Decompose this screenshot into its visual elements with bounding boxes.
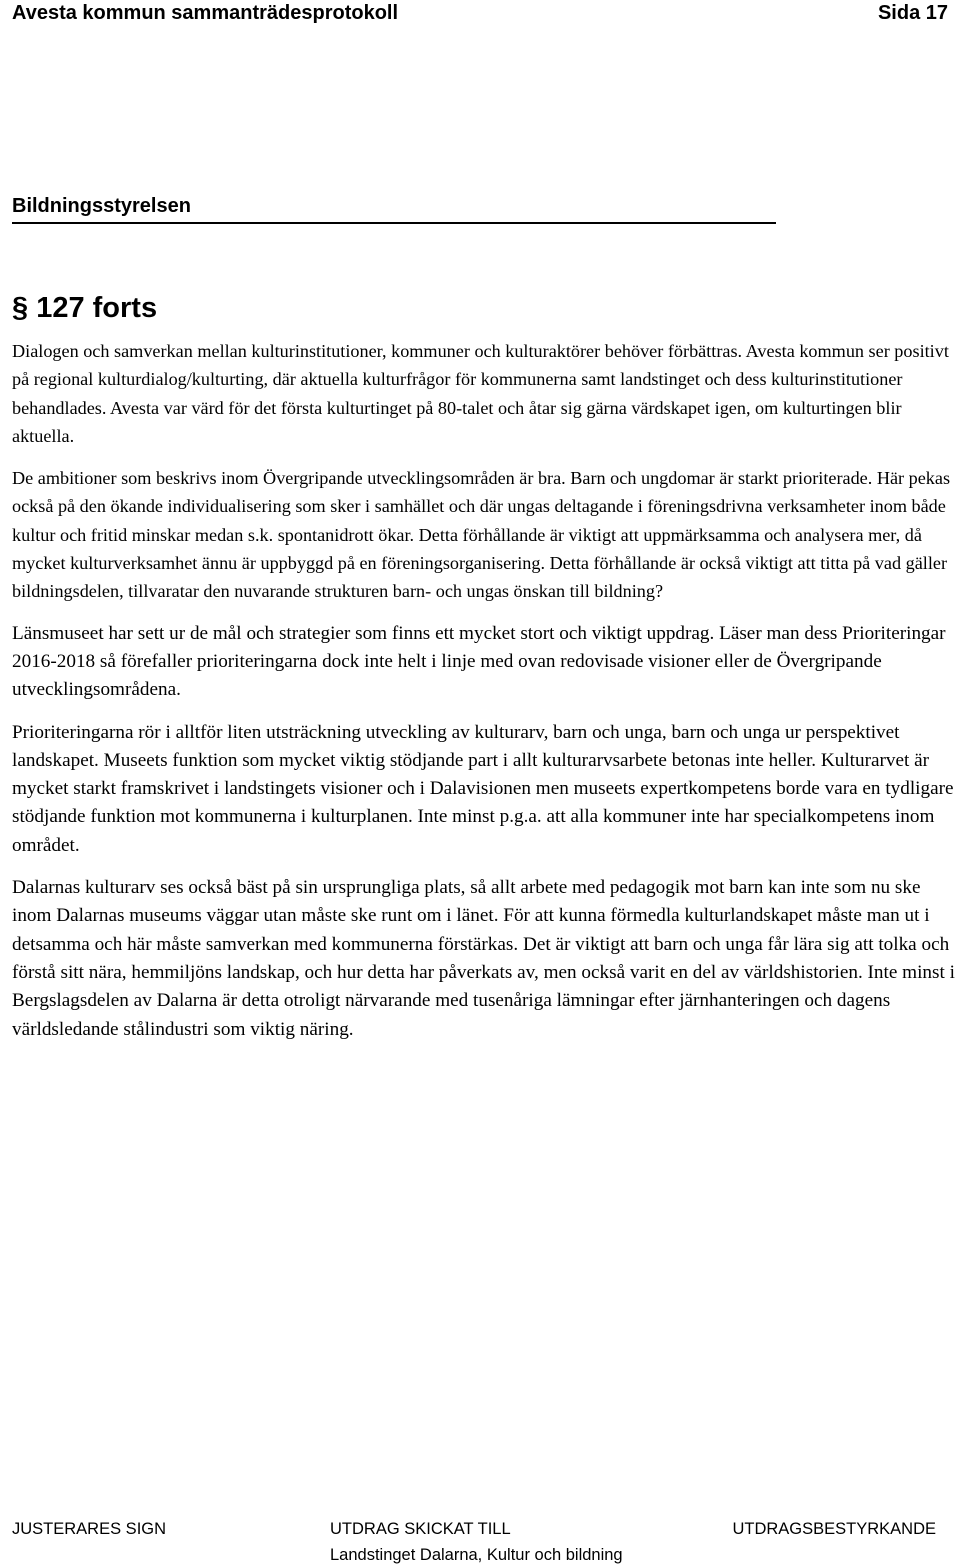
protocol-body xyxy=(12,337,957,1058)
footer-utdragsbestyrkande: UTDRAGSBESTYRKANDE xyxy=(732,1520,936,1538)
page-header xyxy=(12,0,948,26)
paragraph-kulturarv: Dalarnas kulturarv ses också bäst på sin ursprungliga plats, så allt arbete med pedagogik mot barn kan inte som nu ske inom Dalarnas museums väggar utan måste ske runt om i länet. För att kunna förmedla kulturlandskapet måste man ut i detsamma och här måste samverkan med kommunerna förstärkas. Det är viktigt att barn och unga får lära sig att tolka och förstå sitt nära, hemmiljöns landskap, och hur detta har påverkats av, men också varit en del av världshistorien. Inte minst i Bergslagsdelen av Dalarna är detta otroligt närvarande med tusenåriga lämningar efter järnhanteringen och dagens världsledande stålindustri som viktig näring. xyxy=(12,877,955,1040)
section-title: 127 forts xyxy=(36,292,158,324)
paragraph-ambitions: De ambitioner som beskrivs inom Övergripande utvecklingsområden är bra. Barn och ungdomar är starkt prioriterade. Här pekas också på den ökande individualisering som sker i samhället och där ungas deltagande i föreningsdrivna verksamheter inom både kultur och fritid minskar medan s.k. spontanidrott ökar. Detta förhållande är viktigt att uppmärksamma och analysera mer, då mycket kulturverksamhet ännu är uppbyggd på en föreningsorganisering. Detta förhållande är också viktigt att titta på vad gäller bildningsdelen, tillvaratar den nuvarande strukturen barn- och ungas önskan till bildning? xyxy=(12,468,951,602)
section-symbol: § xyxy=(12,292,29,324)
document-title: Avesta kommun sammanträdesprotokoll xyxy=(12,2,399,24)
page-number: Sida 17 xyxy=(877,2,948,24)
organization-name: Bildningsstyrelsen xyxy=(12,192,776,224)
page-footer xyxy=(12,1516,948,1564)
footer-utdrag-skickat-till: UTDRAG SKICKAT TILL xyxy=(330,1520,511,1538)
paragraph-lansmuseet: Länsmuseet har sett ur de mål och strategier som finns ett mycket stort och viktigt uppdrag. Läser man dess Prioriteringar 2016-2018 så förefaller prioriteringarna dock inte helt i linje med ovan redovisade visioner eller de Övergripande utvecklingsområdena. xyxy=(12,622,946,701)
paragraph-prioriteringar: Prioriteringarna rör i alltför liten utsträckning utveckling av kulturarv, barn och unga, barn och unga ur perspektivet landskapet. Museets funktion som mycket viktig stödjande part i allt kulturarvsarbete betonas inte heller. Kulturarvet är mycket starkt framskrivet i landstingets visioner och i Dalavisionen men museets expertkompetens borde vara en tydligare stödjande funktion mot kommunerna i kulturplanen. Inte minst p.g.a. att alla kommuner inte har specialkompetens inom området. xyxy=(12,721,954,856)
footer-recipient: Landstinget Dalarna, Kultur och bildning xyxy=(330,1546,623,1564)
footer-justerares-sign: JUSTERARES SIGN xyxy=(12,1520,167,1538)
paragraph-dialog: Dialogen och samverkan mellan kulturinstitutioner, kommuner och kulturaktörer behöver förbättras. Avesta kommun ser positivt på regional kulturdialog/kulturting, där aktuella kulturfrågor för kommunerna samt landstinget och dess kulturinstitutioner behandlades. Avesta var värd för det första kulturtinget på 80-talet och åtar sig gärna värdskapet igen, om kulturtingen blir aktuella. xyxy=(12,341,949,446)
section-heading xyxy=(12,290,157,326)
